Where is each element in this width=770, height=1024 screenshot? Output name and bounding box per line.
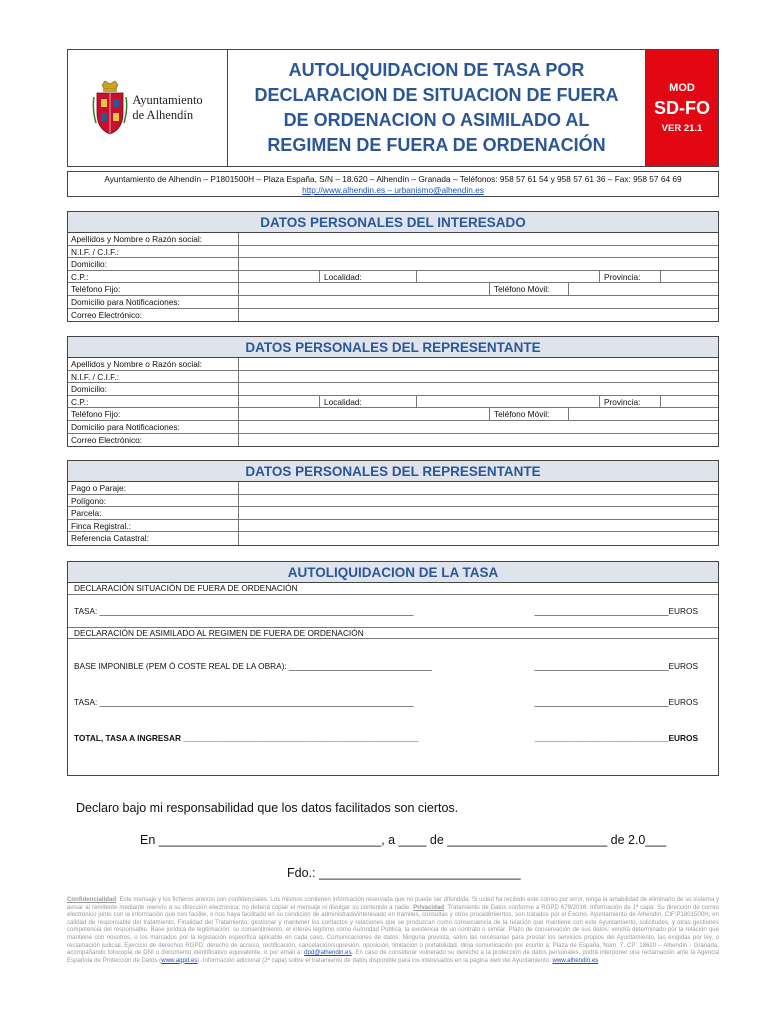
provincia-label: Provincia: xyxy=(599,396,661,408)
mobile-label: Teléfono Móvil: xyxy=(489,408,569,420)
dpd-email-link[interactable]: dpd@alhendin.es xyxy=(304,949,352,957)
form-row xyxy=(68,421,718,434)
mod-label: MOD xyxy=(669,82,695,94)
form-title xyxy=(228,50,646,166)
field-label: Domicilio para Notificaciones: xyxy=(68,421,239,433)
localidad-label: Localidad: xyxy=(319,271,417,283)
field-label: Teléfono Fijo: xyxy=(68,408,239,420)
form-row xyxy=(68,520,718,533)
title-line: DE ORDENACION O ASIMILADO AL xyxy=(283,110,590,130)
section-title: DATOS PERSONALES DEL INTERESADO xyxy=(68,212,718,233)
title-line: AUTOLIQUIDACION DE TASA POR xyxy=(288,60,585,80)
section-title: AUTOLIQUIDACION DE LA TASA xyxy=(68,562,718,583)
form-header xyxy=(67,49,719,167)
paraje-field[interactable] xyxy=(239,482,718,494)
mod-code: SD-FO xyxy=(654,98,710,118)
field-label: Apellidos y Nombre o Razón social: xyxy=(68,233,239,245)
total-label: TOTAL, TASA A INGRESAR ___________________________________________________ xyxy=(74,733,419,743)
place-date-line[interactable]: En ________________________________, a ____ de _______________________ de 2.0___ xyxy=(140,833,667,847)
form-row xyxy=(68,371,718,384)
signature-line[interactable]: Fdo.: _____________________________ xyxy=(287,866,521,880)
mobile-label: Teléfono Móvil: xyxy=(489,283,569,295)
form-row xyxy=(68,258,718,271)
coat-of-arms-icon xyxy=(92,79,128,137)
tasa-amount[interactable]: _____________________________EUROS xyxy=(534,606,698,616)
referencia-catastral-field[interactable] xyxy=(239,532,718,545)
form-row xyxy=(68,246,718,259)
title-line: DECLARACION DE SITUACION DE FUERA xyxy=(254,85,619,105)
cp-field[interactable] xyxy=(239,396,718,408)
form-row xyxy=(68,283,718,296)
field-label: Parcela: xyxy=(68,507,239,519)
logo-line-1: Ayuntamiento xyxy=(132,93,203,107)
footer-text: : Este mensaje y los ficheros anexos son confidenciales. Los mismos contienen información reservada que no puede ser difundida. Si usted ha recibido este correo por error, tenga la amabilidad de eliminarlo de su sistema y avisar al remitente mediante reenvío a su dirección electrónica; no deberá copiar el mensaje ni divulgar su contenido a nadie. xyxy=(67,896,719,911)
contact-info: Ayuntamiento de Alhendín – P1801500H – Plaza España, S/N – 18.620 – Alhendín – Granada – Teléfonos: 958 57 61 54 y 958 57 61 36 – Fax: 958 57 64 69 xyxy=(104,174,682,184)
field-label: Polígono: xyxy=(68,495,239,507)
legal-footer xyxy=(67,896,719,964)
field-label: Teléfono Fijo: xyxy=(68,283,239,295)
field-label: N.I.F. / C.I.F.: xyxy=(68,371,239,383)
form-row xyxy=(68,495,718,508)
contact-bar xyxy=(67,171,719,197)
name-field[interactable] xyxy=(239,233,718,245)
total-amount[interactable]: _____________________________EUROS xyxy=(534,733,698,743)
section-representante xyxy=(67,336,719,447)
base-imponible-line[interactable] xyxy=(74,661,698,671)
nif-field[interactable] xyxy=(239,246,718,258)
email-field[interactable] xyxy=(239,309,718,322)
nif-field[interactable] xyxy=(239,371,718,383)
form-row xyxy=(68,434,718,447)
cp-field[interactable] xyxy=(239,271,718,283)
logo-block xyxy=(68,50,228,166)
field-label: N.I.F. / C.I.F.: xyxy=(68,246,239,258)
poligono-field[interactable] xyxy=(239,495,718,507)
base-imponible-label: BASE IMPONIBLE (PEM Ó COSTE REAL DE LA OBRA): _______________________________ xyxy=(74,661,433,671)
email-field[interactable] xyxy=(239,434,718,447)
field-label: Correo Electrónico: xyxy=(68,309,239,322)
footer-text: . En caso de considerar vulnerado su derecho a la protección de datos personales, podrá interponer una reclamación ante la Agencia Española de Protección de Datos ( xyxy=(67,949,719,964)
base-imponible-amount[interactable]: _____________________________EUROS xyxy=(534,661,698,671)
name-field[interactable] xyxy=(239,358,718,370)
version-label: VER 21.1 xyxy=(661,123,703,134)
field-label: C.P.: xyxy=(68,396,239,408)
field-label: Referencia Catastral: xyxy=(68,532,239,545)
form-row xyxy=(68,358,718,371)
localidad-label: Localidad: xyxy=(319,396,417,408)
parcela-field[interactable] xyxy=(239,507,718,519)
title-line: REGIMEN DE FUERA DE ORDENACIÓN xyxy=(267,135,606,155)
field-label: Apellidos y Nombre o Razón social: xyxy=(68,358,239,370)
notification-address-field[interactable] xyxy=(239,421,718,433)
finca-registral-field[interactable] xyxy=(239,520,718,532)
section-interesado xyxy=(67,211,719,322)
address-field[interactable] xyxy=(239,383,718,395)
form-row xyxy=(68,271,718,284)
form-row xyxy=(68,482,718,495)
tasa-label: TASA: ____________________________________________________________________ xyxy=(74,606,414,616)
tasa-line[interactable] xyxy=(74,697,698,707)
notification-address-field[interactable] xyxy=(239,296,718,308)
field-label: Correo Electrónico: xyxy=(68,434,239,447)
provincia-label: Provincia: xyxy=(599,271,661,283)
tasa-amount[interactable]: _____________________________EUROS xyxy=(534,697,698,707)
confidentiality-label: Confidencialidad xyxy=(67,896,117,903)
logo-text xyxy=(132,93,202,123)
subsection-asimilado: DECLARACIÓN DE ASIMILADO AL REGIMEN DE FUERA DE ORDENACIÓN xyxy=(68,627,718,639)
field-label: Finca Registral.: xyxy=(68,520,239,532)
form-row xyxy=(68,532,718,545)
tasa-label: TASA: ____________________________________________________________________ xyxy=(74,697,414,707)
address-field[interactable] xyxy=(239,258,718,270)
subsection-fuera-ordenacion: DECLARACIÓN SITUACIÓN DE FUERA DE ORDENACIÓN xyxy=(68,583,718,595)
aepd-link[interactable]: www.agpd.es xyxy=(161,956,198,964)
form-row xyxy=(68,408,718,421)
field-label: Domicilio: xyxy=(68,258,239,270)
footer-text: : Tratamiento de Datos conforme a RGPD 679/2016: Información de 1ª capa: Su dirección de correo electrónico junto con la información que nos facilite, o nos haya facilitado en su condición de administrado/interesado en trámites, consultas y otros procedimientos, son tratados por el Excmo. Ayuntamiento de Alhendín, CIF:P1801500H, en calidad de responsable del tratamiento. Finalidad del Tratamiento: gestionar y mantener los contactos y relaciones que se produzcan como consecuencia de la relación que mantiene con este Ayuntamiento, solicitudes, y otras gestiones competencia del responsable. Base jurídica de legitimación: su consentimiento, el interés legítimo como Autoridad Pública, la existencia de un contrato o similar. Plazo de conservación de sus datos: vendrá determinado por la relación que mantiene con nosotros, o los marcados por la legislación específica aplicable en cada caso. Comunicaciones de datos: Ninguna prevista, salvo las necesarias para prestar los servicios propios del Ayuntamiento, las exigidas por ley, o reclamación judicial. Ejercicio de derechos RGPD: derecho de acceso, rectificación, cancelación/supresión, oposición, limitación o portabilidad, dirija comunicación por escrito a: Plaza de España, Núm. 7, CP: 18620 – Alhendín - Granada, acompañando fotocopia de DNI o documento identificativo equivalente, o por email a: xyxy=(67,903,719,957)
form-row xyxy=(68,296,718,309)
field-label: Domicilio para Notificaciones: xyxy=(68,296,239,308)
logo-line-2: de Alhendín xyxy=(132,108,194,122)
model-badge xyxy=(646,50,718,166)
tasa-line[interactable] xyxy=(74,606,698,616)
section-tasa xyxy=(67,561,719,776)
website-link[interactable]: www.alhendin.es xyxy=(552,956,599,964)
form-row xyxy=(68,309,718,322)
phone-field[interactable] xyxy=(239,283,718,295)
declaration-text: Declaro bajo mi responsabilidad que los datos facilitados son ciertos. xyxy=(76,801,459,815)
form-row xyxy=(68,233,718,246)
form-row xyxy=(68,507,718,520)
footer-text: ). Información adicional (2ª capa) sobre el tratamiento de datos disponible para los interesados en la página web del Ayuntamiento: xyxy=(197,956,553,964)
section-title: DATOS PERSONALES DEL REPRESENTANTE xyxy=(68,461,718,482)
contact-links[interactable]: http://www.alhendin.es – urbanismo@alhendin.es xyxy=(302,185,484,195)
form-row xyxy=(68,383,718,396)
field-label: Pago o Paraje: xyxy=(68,482,239,494)
section-title: DATOS PERSONALES DEL REPRESENTANTE xyxy=(68,337,718,358)
privacy-label: Privacidad xyxy=(413,903,444,911)
section-finca xyxy=(67,460,719,546)
total-line[interactable] xyxy=(74,733,698,743)
form-row xyxy=(68,396,718,409)
phone-field[interactable] xyxy=(239,408,718,420)
field-label: C.P.: xyxy=(68,271,239,283)
field-label: Domicilio: xyxy=(68,383,239,395)
